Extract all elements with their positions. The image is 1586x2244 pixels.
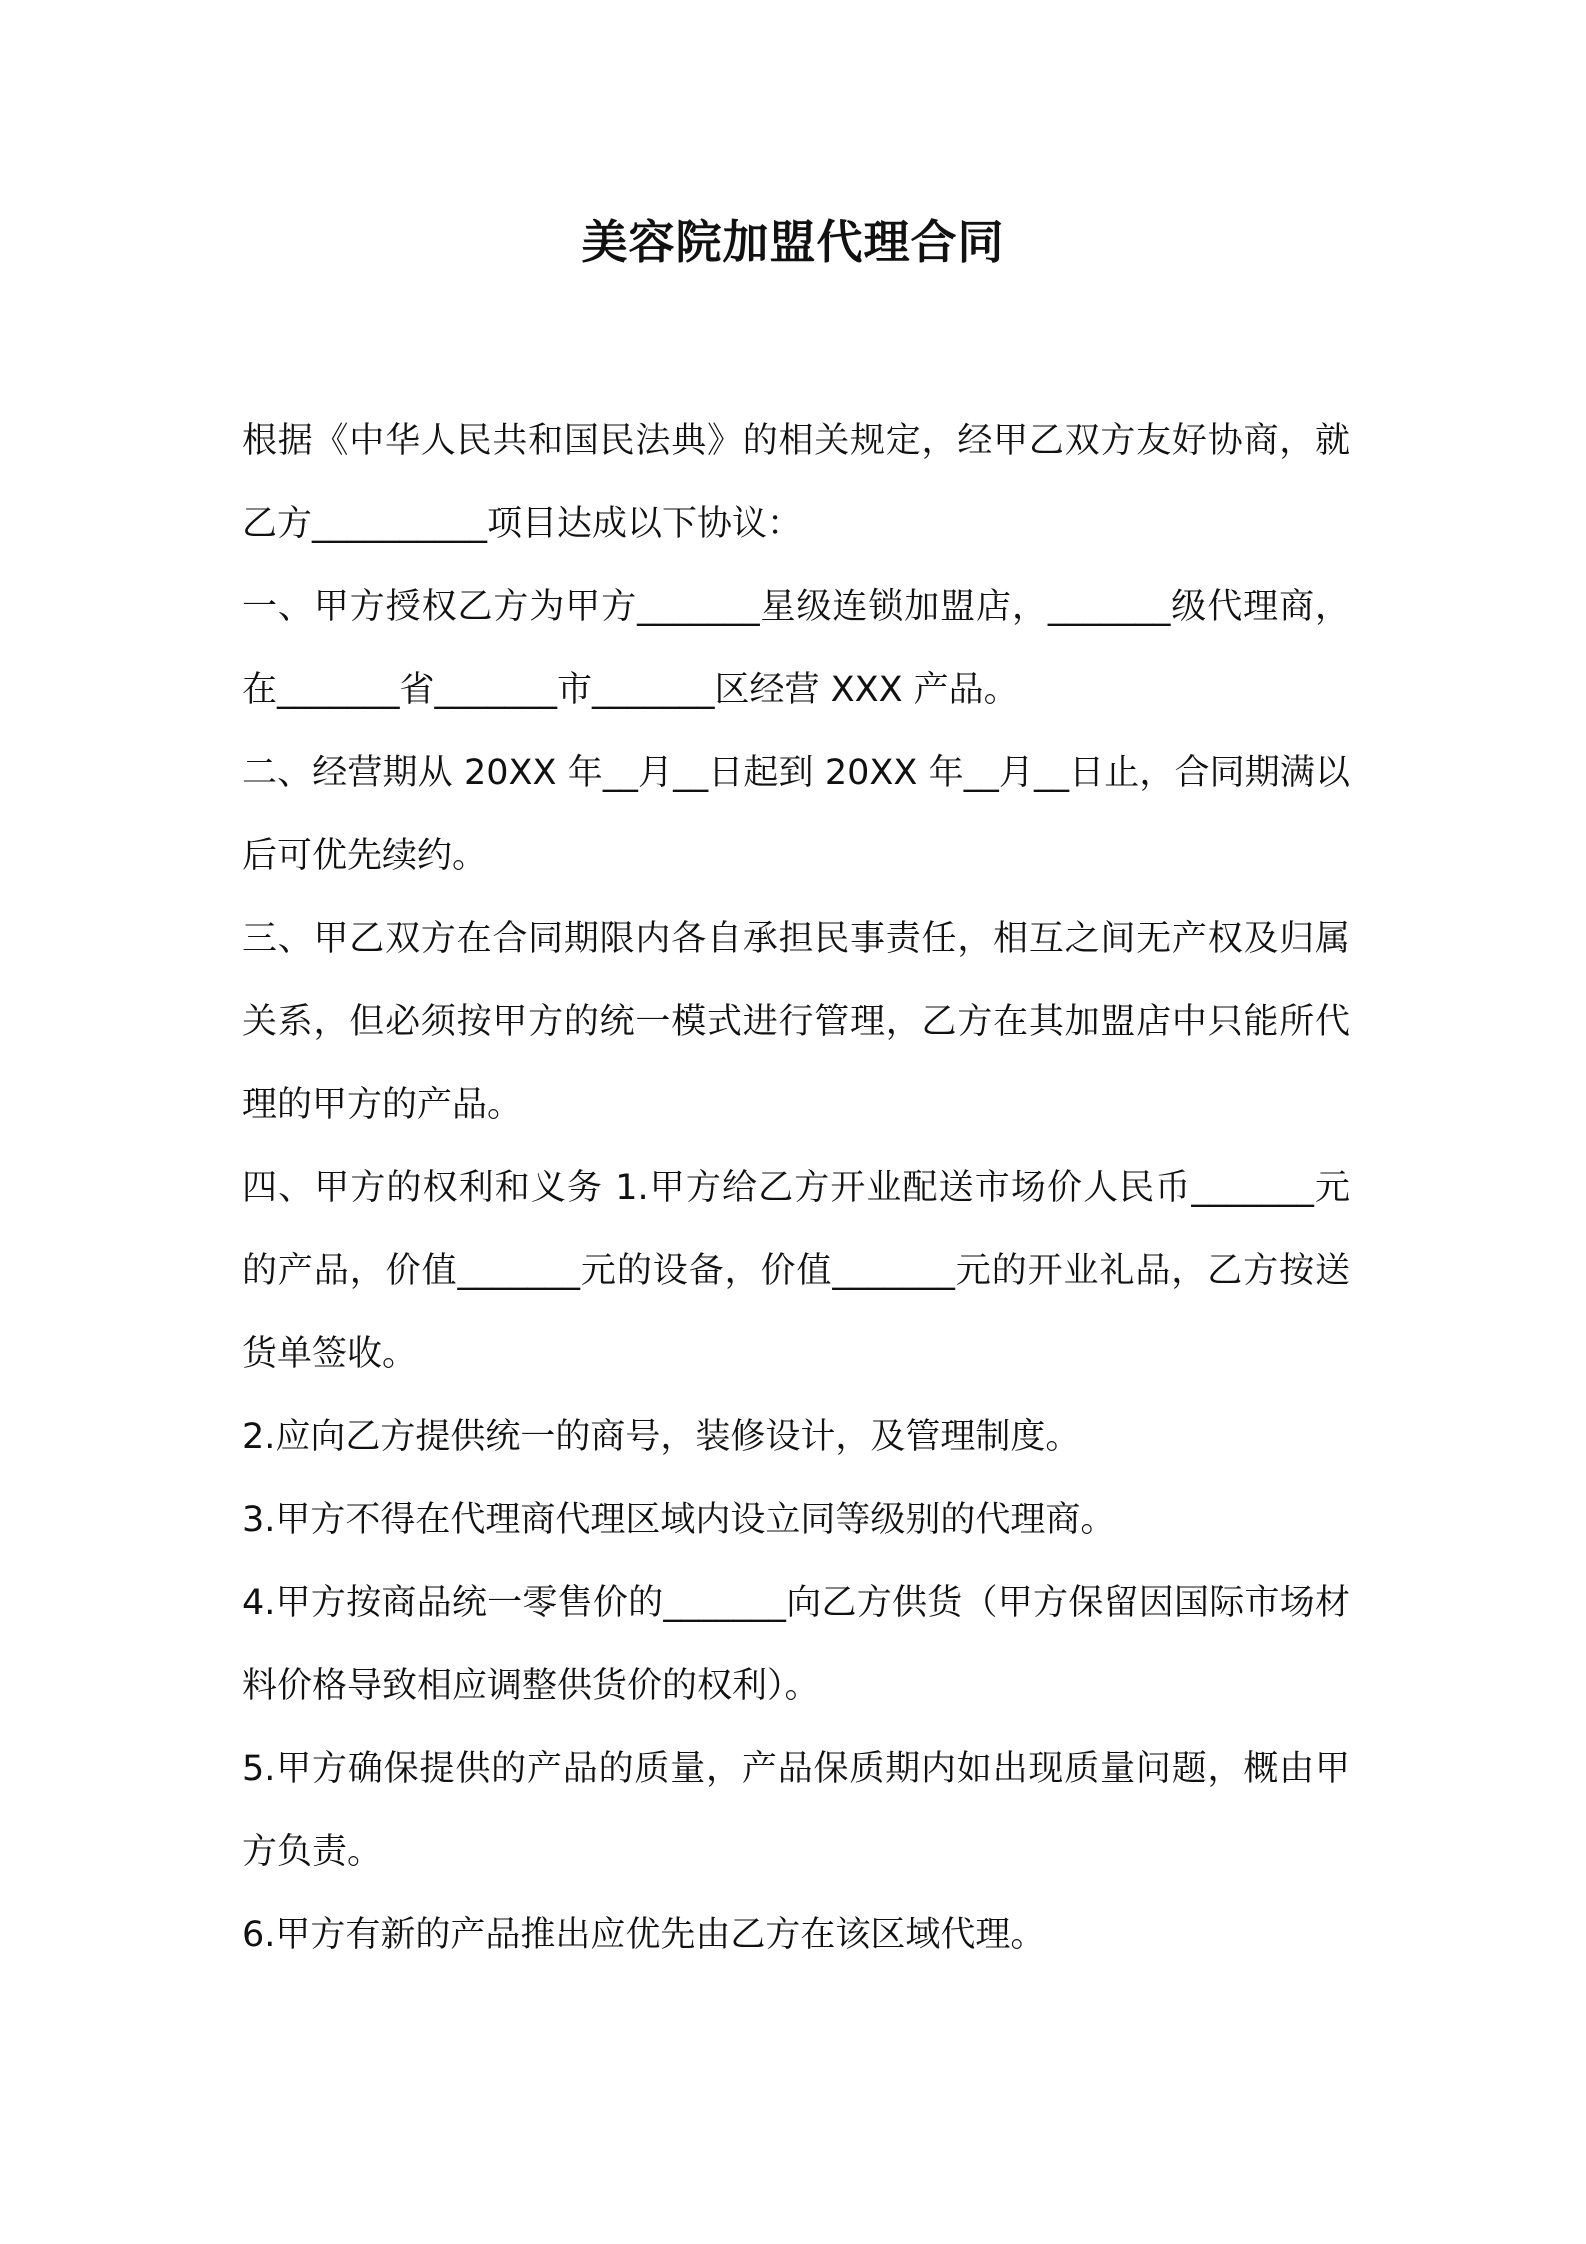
paragraph-item-4: 4.甲方按商品统一零售价的_______向乙方供货（甲方保留因国际市场材料价格导致相应调整供货价的权利）。 (242, 1583, 1350, 1706)
paragraph-item-3: 3.甲方不得在代理商代理区域内设立同等级别的代理商。 (242, 1500, 1116, 1540)
paragraph-clause-4: 四、甲方的权利和义务 1.甲方给乙方开业配送市场价人民币_______元的产品，价值_______元的设备，价值_______元的开业礼品，乙方按送货单签收。 (242, 1168, 1350, 1374)
paragraph-preamble: 根据《中华人民共和国民法典》的相关规定，经甲乙双方友好协商，就乙方__________项目达成以下协议： (242, 421, 1350, 544)
paragraph-item-5: 5.甲方确保提供的产品的质量，产品保质期内如出现质量问题，概由甲方负责。 (242, 1749, 1350, 1872)
paragraph-clause-1: 一、甲方授权乙方为甲方_______星级连锁加盟店，_______级代理商，在_______省_______市_______区经营 XXX 产品。 (242, 587, 1350, 710)
paragraph-clause-3: 三、甲乙双方在合同期限内各自承担民事责任，相互之间无产权及归属关系，但必须按甲方的统一模式进行管理，乙方在其加盟店中只能所代理的甲方的产品。 (242, 919, 1350, 1125)
paragraph-item-2: 2.应向乙方提供统一的商号，装修设计，及管理制度。 (242, 1417, 1081, 1457)
document-title: 美容院加盟代理合同 (581, 215, 1005, 269)
paragraph-item-6: 6.甲方有新的产品推出应优先由乙方在该区域代理。 (242, 1915, 1046, 1955)
paragraph-clause-2: 二、经营期从 20XX 年__月__日起到 20XX 年__月__日止，合同期满以后可优先续约。 (242, 753, 1350, 876)
document-body (242, 400, 1350, 1977)
